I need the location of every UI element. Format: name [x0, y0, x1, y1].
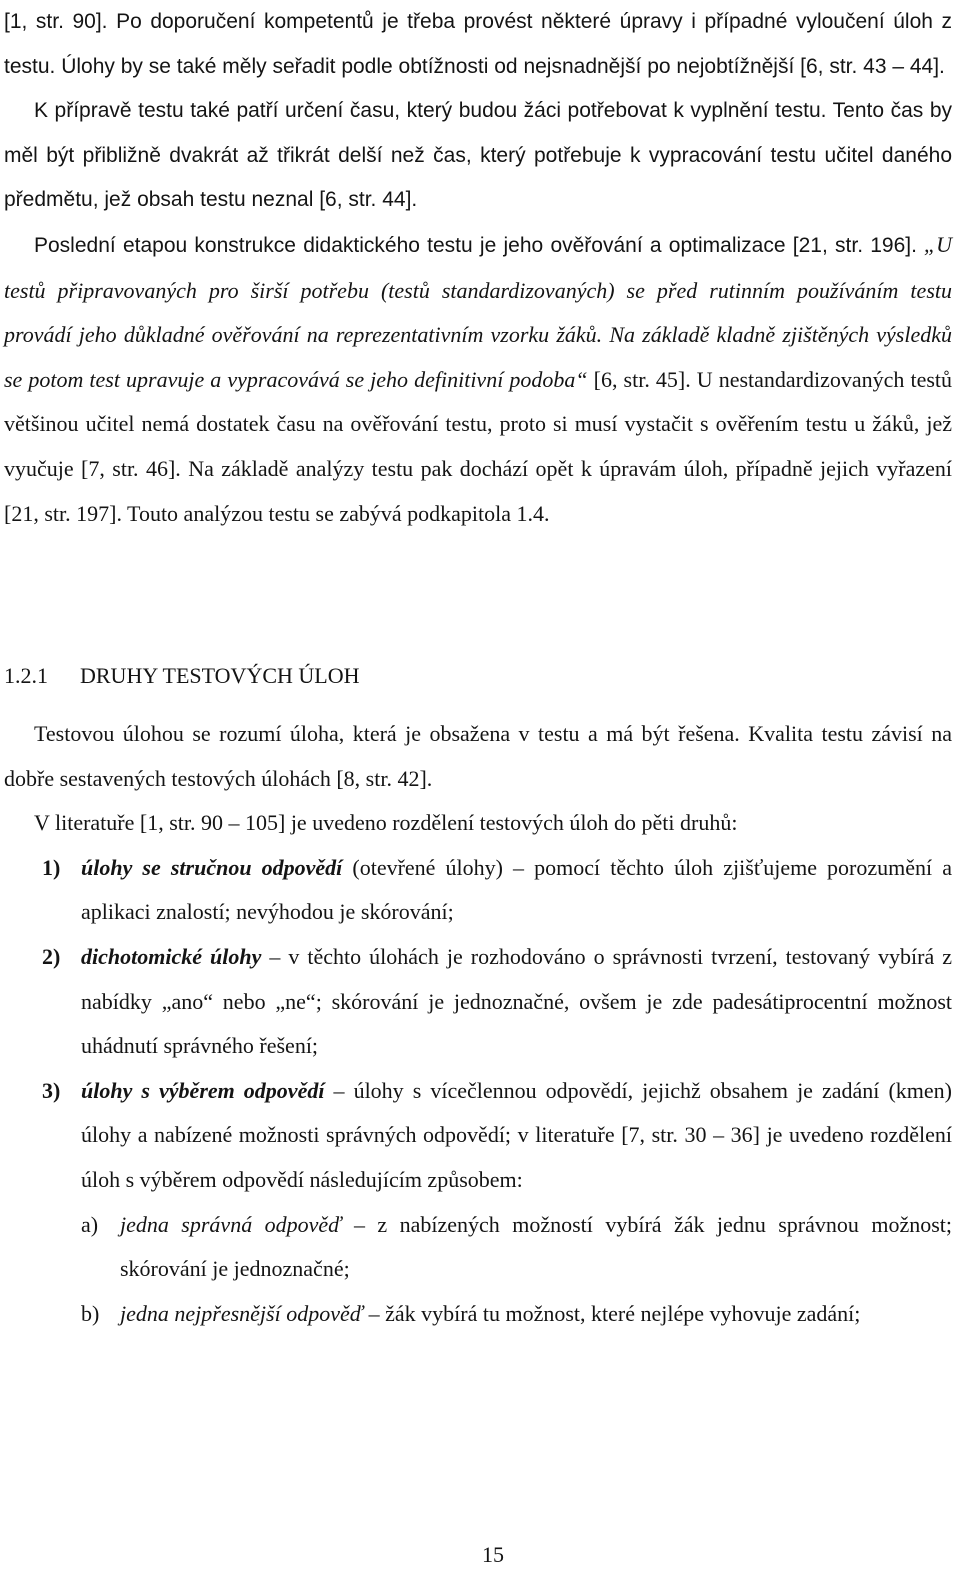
sublist-term: jedna správná odpověď — [120, 1211, 342, 1237]
list-term: dichotomické úlohy — [81, 943, 262, 969]
paragraph-3 — [4, 223, 952, 536]
sublist-item — [4, 1203, 952, 1292]
list-text: – úlohy s vícečlennou odpovědí, jejichž obsahem je zadání (kmen) úlohy a nabízené možnosti správných odpovědí; v literatuře [7, str. 30 – 36] je uvedeno rozdělení úloh s výběrem odpovědí následujícím způsobem: — [81, 1077, 952, 1192]
section-number: 1.2.1 — [4, 663, 48, 688]
paragraph-5: V literatuře [1, str. 90 – 105] je uvedeno rozdělení testových úloh do pěti druhů: — [34, 810, 738, 836]
paragraph-3-end: [6, str. 45]. U nestandardizovaných testů většinou učitel nemá dostatek času na ověřování testu, proto si musí vystačit s ověřením testu u žáků, jež vyučuje [7, str. 46]. Na základě analýzy testu pak dochází opět k úpravám úloh, případně jejich vyřazení [21, str. 197]. Touto analýzou testu se zabývá podkapitola 1.4. — [4, 366, 953, 526]
list-text: – v těchto úlohách je rozhodováno o správnosti tvrzení, testovaný vybírá z nabídky „ano“ nebo „ne“; skórování je jednoznačné, ovšem je zde padesátiprocentní možnost uhádnutí správného řešení; — [81, 943, 953, 1059]
list-marker: 2) — [42, 943, 61, 969]
page-number: 15 — [482, 1542, 504, 1567]
sublist-marker: a) — [81, 1211, 99, 1237]
paragraph-1: [1, str. 90]. Po doporučení kompetentů je třeba provést některé úpravy i případné vyloučení úloh z testu. Úlohy by se také měly seřadit podle obtížnosti od nejsnadnější po nejobtížnější [6, str. 43 – 44]. — [4, 10, 952, 78]
list-item — [4, 935, 952, 1069]
list-term: úlohy s výběrem odpovědí — [81, 1077, 325, 1103]
sublist-marker: b) — [81, 1300, 100, 1326]
section-body — [4, 712, 952, 1336]
sublist-term: jedna nejpřesnější odpověď — [120, 1300, 364, 1326]
section-title: DRUHY TESTOVÝCH ÚLOH — [80, 663, 360, 688]
paragraph-3-quote: „U testů připravovaných pro širší potřebu (testů standardizovaných) se před rutinním používáním testu provádí jeho důkladné ověřování na reprezentativním vzorku žáků. Na základě kladně zjištěných výsledků se potom test upravuje a vypracovává se jeho definitivní podoba“ — [4, 231, 952, 392]
page-body — [4, 0, 952, 536]
list-item — [4, 846, 952, 935]
section-heading — [4, 656, 360, 696]
paragraph-2: K přípravě testu také patří určení času, který budou žáci potřebovat k vyplnění testu. Tento čas by měl být přibližně dvakrát až třikrát delší než čas, který potřebuje k vypracování testu učitel daného předmětu, jež obsah testu neznal [6, str. 44]. — [4, 99, 952, 212]
list-term: úlohy se stručnou odpovědí — [81, 854, 343, 880]
list-marker: 1) — [42, 854, 61, 880]
list-item — [4, 1069, 952, 1203]
list-text: (otevřené úlohy) – pomocí těchto úloh zjišťujeme porozumění a aplikaci znalostí; nevýhodou je skórování; — [81, 854, 952, 925]
sublist-item — [4, 1292, 952, 1337]
sublist-text: – z nabízených možností vybírá žák jednu správnou možnost; skórování je jednoznačné; — [120, 1211, 952, 1282]
sublist-text: – žák vybírá tu možnost, které nejlépe vyhovuje zadání; — [363, 1300, 861, 1326]
paragraph-3-start: Poslední etapou konstrukce didaktického testu je jeho ověřování a optimalizace [21, str. 196]. — [34, 233, 917, 257]
paragraph-4: Testovou úlohou se rozumí úloha, která je obsažena v testu a má být řešena. Kvalita testu závisí na dobře sestavených testových úlohách [8, str. 42]. — [4, 721, 952, 791]
list-marker: 3) — [42, 1077, 61, 1103]
